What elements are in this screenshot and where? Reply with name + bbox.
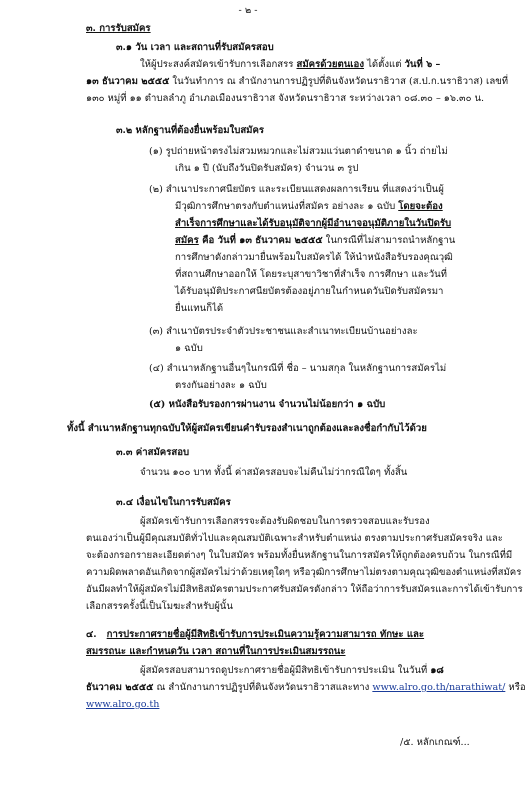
section-3-1-line-3: ๑๓๐ หมู่ที่ ๑๑ ตำบลลำภู อำเภอเมืองนราธิวาส จังหวัดนราธิวาส ระหว่างเวลา ๐๘.๓๐ – ๑๖.๓๐ น. — [86, 93, 485, 104]
section-3-4-line-5: อันมีผลทำให้ผู้สมัครไม่มีสิทธิสมัครตามประกาศรับสมัครดังกล่าว ให้ถือว่าการรับสมัครและการได้เข้ารับการ — [86, 584, 523, 595]
section-3-1-line-1 — [140, 58, 440, 71]
section-3-1-line-2 — [86, 75, 508, 88]
section-3-4-line-2: ตนเองว่าเป็นผู้มีคุณสมบัติทั่วไปและคุณสมบัติเฉพาะสำหรับตำแหน่ง ตรงตามประกาศรับสมัครจริง และ — [86, 533, 503, 544]
item-2-line-6: ที่สถานศึกษาออกให้ โดยระบุสาขาวิชาที่สำเร็จ การศึกษา และวันที่ — [175, 269, 447, 280]
section-4-title: การประกาศรายชื่อผู้มีสิทธิเข้ารับการประเมินความรู้ความสามารถ ทักษะ และ — [106, 629, 425, 640]
item-1-line-1: (๑) รูปถ่ายหน้าตรงไม่สวมหมวกและไม่สวมแว่นตาดำขนาด ๑ นิ้ว ถ่ายไม่ — [149, 146, 448, 157]
section-3-2-heading: ๓.๒ หลักฐานที่ต้องยื่นพร้อมใบสมัคร — [116, 125, 265, 136]
section-4-number: ๔. — [86, 629, 97, 640]
item-2-line-1: (๒) สำเนาประกาศนียบัตร และระเบียนแสดงผลการเรียน ที่แสดงว่าเป็นผู้ — [149, 184, 444, 195]
text-run: ในวันทำการ ณ สำนักงานการปฏิรูปที่ดินจังหวัดนราธิวาส (ส.ป.ก.นราธิวาส) เลขที่ — [169, 76, 509, 87]
text-run-emphasis: สมัครด้วยตนเอง — [296, 59, 365, 70]
section-4-body-line-1 — [140, 664, 444, 677]
section-3-3-fee: จำนวน ๑๐๐ บาท ทั้งนี้ ค่าสมัครสอบจะไม่คืนไม่ว่ากรณีใดๆ ทั้งสิ้น — [140, 467, 408, 478]
text-run: ให้ผู้ประสงค์สมัครเข้ารับการเลือกสรร — [140, 59, 297, 70]
text-run-emphasis: สมัคร — [175, 235, 199, 246]
section-3-heading-text: ๓. การรับสมัคร — [86, 23, 151, 34]
section-3-4-line-1: ผู้สมัครเข้ารับการเลือกสรรจะต้องรับผิดชอบในการตรวจสอบและรับรอง — [140, 516, 430, 527]
text-run: ในกรณีที่ไม่สามารถนำหลักฐาน — [322, 235, 456, 246]
item-2-line-8: ยื่นแทนก็ได้ — [175, 303, 224, 314]
item-2-line-5: การศึกษาดังกล่าวมายื่นพร้อมใบสมัครได้ ให้นำหนังสือรับรองคุณวุฒิ — [175, 252, 453, 263]
section-3-4-line-6: เลือกสรรครั้งนี้เป็นโมฆะสำหรับผู้นั้น — [86, 601, 233, 612]
page-number: - ๒ - — [238, 5, 258, 16]
section-3-4-line-3: จะต้องกรอกรายละเอียดต่างๆ ในใบสมัคร พร้อมทั้งยื่นหลักฐานในการสมัครให้ถูกต้องครบถ้วน ในกรณีที่มี — [86, 550, 513, 561]
item-2-line-3: สำเร็จการศึกษาและได้รับอนุมัติจากผู้มีอำนาจอนุมัติภายในวันปิดรับ — [175, 218, 452, 229]
item-2-line-4 — [175, 234, 455, 247]
text-run: ผู้สมัครสอบสามารถดูประกาศรายชื่อผู้มีสิทธิเข้ารับการประเมิน ในวันที่ — [140, 665, 431, 676]
continued-footer: /๕. หลักเกณฑ์... — [400, 737, 470, 748]
alro-narathiwat-link[interactable]: www.alro.go.th/narathiwat/ — [372, 682, 506, 693]
section-3-heading — [86, 22, 151, 35]
section-3-1-heading: ๓.๑ วัน เวลา และสถานที่รับสมัครสอบ — [116, 42, 274, 53]
section-4-heading-line-2: สมรรถนะ และกำหนดวัน เวลา สถานที่ในการประเมินสมรรถนะ — [86, 646, 346, 657]
text-run: ได้ตั้งแต่ — [364, 59, 405, 70]
section-3-4-heading: ๓.๔ เงื่อนไขในการรับสมัคร — [116, 497, 231, 508]
section-4-body-line-2 — [86, 681, 526, 694]
item-4-line-1: (๔) สำเนาหลักฐานอื่นๆในกรณีที่ ชื่อ – นามสกุล ในหลักฐานการสมัครไม่ — [149, 363, 447, 374]
text-run-date: คือ วันที่ ๑๓ ธันวาคม ๒๕๕๕ — [198, 235, 323, 246]
text-run-date: ๑๘ — [430, 665, 444, 676]
item-1-line-2: เกิน ๑ ปี (นับถึงวันปิดรับสมัคร) จำนวน ๓ รูป — [175, 163, 359, 174]
item-3-line-1: (๓) สำเนาบัตรประจำตัวประชาชนและสำเนาทะเบียนบ้านอย่างละ — [149, 326, 418, 337]
item-3-line-2: ๑ ฉบับ — [175, 343, 203, 354]
text-run-date: วันที่ ๖ – — [404, 59, 441, 70]
item-4-line-2: ตรงกันอย่างละ ๑ ฉบับ — [175, 380, 267, 391]
section-4-heading-line-1 — [86, 628, 424, 641]
text-run: หรือ — [505, 682, 526, 693]
item-2-line-7: ได้รับอนุมัติประกาศนียบัตรต้องอยู่ภายในกำหนดวันปิดรับสมัครมา — [175, 286, 444, 297]
text-run: ณ สำนักงานการปฏิรูปที่ดินจังหวัดนราธิวาสและทาง — [153, 682, 373, 693]
section-4-body-line-3 — [86, 698, 159, 711]
copy-certification-note: ทั้งนี้ สำเนาหลักฐานทุกฉบับให้ผู้สมัครเขียนคำรับรองสำเนาถูกต้องและลงชื่อกำกับไว้ด้วย — [67, 423, 427, 434]
item-2-line-2 — [175, 200, 443, 213]
alro-link[interactable]: www.alro.go.th — [86, 699, 160, 710]
section-3-3-heading: ๓.๓ ค่าสมัครสอบ — [116, 447, 190, 458]
section-3-4-line-4: ความผิดพลาดอันเกิดจากผู้สมัครไม่ว่าด้วยเหตุใดๆ หรือวุฒิการศึกษาไม่ตรงตามคุณวุฒิของตำแหน่งที่สมัคร — [86, 567, 522, 578]
item-5: (๕) หนังสือรับรองการผ่านงาน จำนวนไม่น้อยกว่า ๑ ฉบับ — [149, 399, 386, 410]
text-run: มีวุฒิการศึกษาตรงกับตำแหน่งที่สมัคร อย่างละ ๑ ฉบับ — [175, 201, 399, 212]
text-run-date: ธันวาคม ๒๕๕๕ — [86, 682, 154, 693]
text-run-date: ๑๓ ธันวาคม ๒๕๕๕ — [86, 76, 170, 87]
text-run-emphasis: โดยจะต้อง — [398, 201, 443, 212]
